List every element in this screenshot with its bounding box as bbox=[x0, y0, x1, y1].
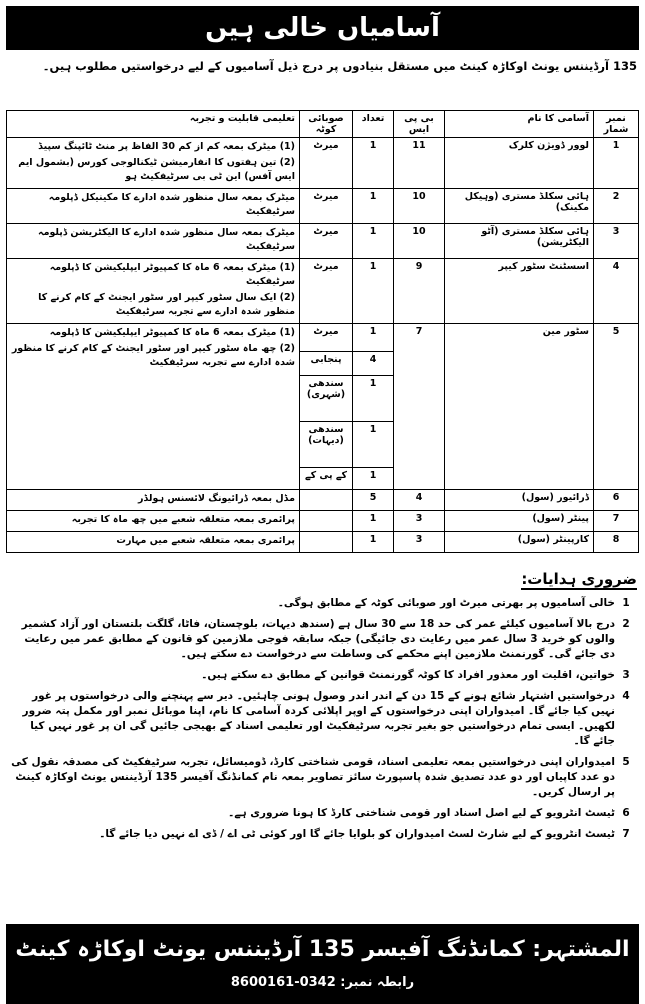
table-row bbox=[7, 259, 639, 324]
instruction-number: 1 bbox=[622, 597, 630, 609]
row-count: 1 bbox=[353, 376, 394, 422]
table-row bbox=[7, 224, 639, 259]
instructions-title: ضروری ہدایات: bbox=[521, 570, 637, 588]
qualification-line: (1) میٹرک بمعہ 6 ماہ کا کمپیوٹر ایپلیکیشن کا ڈپلومہ bbox=[49, 327, 295, 338]
row-post: ہائی سکلڈ مستری (وہیکل مکینک) bbox=[445, 189, 594, 224]
row-serial: 4 bbox=[594, 259, 639, 324]
row-count: 1 bbox=[353, 511, 394, 532]
instruction-text: ٹیسٹ انٹرویو کے لیے اصل اسناد اور قومی شناختی کارڈ کا ہونا ضروری ہے۔ bbox=[228, 807, 615, 819]
row-quota: سندھی (شہری) bbox=[300, 376, 353, 422]
row-quota: کے پی کے bbox=[300, 468, 353, 490]
row-count: 1 bbox=[353, 324, 394, 352]
instruction-item bbox=[8, 668, 637, 683]
table-row bbox=[7, 511, 639, 532]
row-quota: میرٹ bbox=[300, 189, 353, 224]
header-post: آسامی کا نام bbox=[445, 111, 594, 138]
row-count: 1 bbox=[353, 224, 394, 259]
row-bps: 7 bbox=[394, 324, 445, 490]
header-bps: بی پی ایس bbox=[394, 111, 445, 138]
row-qualification bbox=[7, 138, 300, 189]
row-bps: 11 bbox=[394, 138, 445, 189]
row-qualification bbox=[7, 532, 300, 553]
row-post: ہائی سکلڈ مستری (آٹو الیکٹریشن) bbox=[445, 224, 594, 259]
row-quota bbox=[300, 511, 353, 532]
instruction-item bbox=[8, 617, 637, 662]
row-bps: 10 bbox=[394, 224, 445, 259]
instruction-number: 2 bbox=[622, 618, 630, 630]
header-quota: صوبائی کوٹہ bbox=[300, 111, 353, 138]
row-serial: 6 bbox=[594, 490, 639, 511]
instructions-list bbox=[8, 596, 637, 848]
qualification-line: (1) میٹرک بمعہ کم از کم 30 الفاظ پر منٹ ٹائپنگ سپیڈ bbox=[38, 141, 295, 152]
header-qualification: تعلیمی قابلیت و تجربہ bbox=[7, 111, 300, 138]
row-qualification bbox=[7, 511, 300, 532]
row-bps: 9 bbox=[394, 259, 445, 324]
instruction-item bbox=[8, 827, 637, 842]
table-row bbox=[7, 324, 639, 352]
qualification-line: (1) میٹرک بمعہ 6 ماہ کا کمپیوٹر ایپلیکیشن کا ڈپلومہ سرٹیفکیٹ bbox=[49, 262, 295, 287]
row-qualification bbox=[7, 189, 300, 224]
header-serial: نمبر شمار bbox=[594, 111, 639, 138]
qualification-line: پرائمری بمعہ متعلقہ شعبے میں مہارت bbox=[116, 535, 295, 546]
advertiser-text: المشتہر: کمانڈنگ آفیسر 135 آرڈیننس یونٹ اوکاڑہ کینٹ bbox=[15, 937, 630, 962]
row-quota: سندھی (دیہات) bbox=[300, 422, 353, 468]
intro-text: 135 آرڈیننس یونٹ اوکاڑہ کینٹ میں مستقل بنیادوں پر درج ذیل آسامیوں کے لیے درخواستیں مطلوب ہیں۔ bbox=[42, 59, 637, 73]
vacancies-table bbox=[6, 110, 639, 553]
table-row bbox=[7, 189, 639, 224]
row-post: پینٹر (سول) bbox=[445, 511, 594, 532]
row-quota: میرٹ bbox=[300, 324, 353, 352]
row-count: 1 bbox=[353, 532, 394, 553]
header-count: تعداد bbox=[353, 111, 394, 138]
instruction-text: امیدواران اپنی درخواستیں بمعہ تعلیمی اسناد، قومی شناختی کارڈ، ڈومیسائل، تجربہ سرٹیفکیٹ کی مصدقہ نقول کی دو عدد کاپیاں اور دو عدد تصدیق شدہ پاسپورٹ سائز تصاویر بمعہ نام کمانڈنگ آفیسر 135 آرڈیننس یونٹ اوکاڑہ کینٹ پر ارسال کریں۔ bbox=[11, 756, 615, 798]
row-serial: 1 bbox=[594, 138, 639, 189]
row-bps: 3 bbox=[394, 532, 445, 553]
instruction-item bbox=[8, 806, 637, 821]
row-post: لوور ڈویژن کلرک bbox=[445, 138, 594, 189]
row-bps: 4 bbox=[394, 490, 445, 511]
row-serial: 7 bbox=[594, 511, 639, 532]
row-count: 1 bbox=[353, 189, 394, 224]
row-bps: 3 bbox=[394, 511, 445, 532]
qualification-line: میٹرک بمعہ سال منظور شدہ ادارے کا مکینیکل ڈپلومہ سرٹیفکیٹ bbox=[48, 192, 295, 217]
qualification-line: پرائمری بمعہ متعلقہ شعبے میں چھ ماہ کا تجربہ bbox=[71, 514, 295, 525]
instruction-text: درخواستیں اشتہار شائع ہونے کے 15 دن کے اندر اندر وصول ہونی چاہئیں۔ دیر سے پہنچنے والی درخواستوں پر غور نہیں کیا جائے گا۔ امیدواران اپنی درخواستوں کے اوپر اپلائی کردہ آسامی کا نام، اپنا موبائل نمبر اور مکمل پتہ ضرور لکھیں۔ ایسی تمام درخواستیں جو بغیر تجربہ سرٹیفکیٹ اور تعلیمی اسناد کے بھیجی جائیں گی ان پر غور نہیں کیا جائے گا۔ bbox=[22, 690, 615, 747]
row-qualification bbox=[7, 224, 300, 259]
row-count: 4 bbox=[353, 352, 394, 376]
row-post: اسسٹنٹ سٹور کیپر bbox=[445, 259, 594, 324]
row-serial: 8 bbox=[594, 532, 639, 553]
qualification-line: (2) ایک سال سٹور کیپر اور سٹور ایجنٹ کے کام کرنے کا منظور شدہ ادارے سے تجربہ سرٹیفکیٹ bbox=[38, 292, 295, 317]
row-qualification bbox=[7, 490, 300, 511]
contact-number: رابطہ نمبر: 0342-8600161 bbox=[230, 975, 415, 990]
qualification-line: میٹرک بمعہ سال منظور شدہ ادارے کا الیکٹریشن ڈپلومہ سرٹیفکیٹ bbox=[38, 227, 295, 252]
row-quota: میرٹ bbox=[300, 224, 353, 259]
row-bps: 10 bbox=[394, 189, 445, 224]
row-qualification bbox=[7, 324, 300, 490]
row-qualification bbox=[7, 259, 300, 324]
instruction-number: 7 bbox=[622, 828, 630, 840]
row-count: 5 bbox=[353, 490, 394, 511]
qualification-line: (2) چھ ماہ سٹور کیپر اور سٹور ایجنٹ کے کام کرنے کا منظور شدہ ادارے سے تجربہ سرٹیفکیٹ bbox=[11, 343, 295, 368]
row-quota: میرٹ bbox=[300, 259, 353, 324]
row-count: 1 bbox=[353, 468, 394, 490]
instruction-item bbox=[8, 755, 637, 800]
row-post: ڈرائیور (سول) bbox=[445, 490, 594, 511]
row-post: سٹور مین bbox=[445, 324, 594, 490]
qualification-line: مڈل بمعہ ڈرائیونگ لائسنس ہولڈر bbox=[137, 493, 295, 504]
row-quota bbox=[300, 490, 353, 511]
instruction-item bbox=[8, 689, 637, 749]
row-quota: میرٹ bbox=[300, 138, 353, 189]
table-header-row bbox=[7, 111, 639, 138]
row-serial: 3 bbox=[594, 224, 639, 259]
row-post: کارپینٹر (سول) bbox=[445, 532, 594, 553]
row-quota: پنجابی bbox=[300, 352, 353, 376]
instruction-number: 4 bbox=[622, 690, 630, 702]
row-serial: 2 bbox=[594, 189, 639, 224]
row-count: 1 bbox=[353, 259, 394, 324]
instruction-number: 3 bbox=[622, 669, 630, 681]
row-quota bbox=[300, 532, 353, 553]
instruction-number: 5 bbox=[622, 756, 630, 768]
row-serial: 5 bbox=[594, 324, 639, 490]
table-row bbox=[7, 490, 639, 511]
instruction-item bbox=[8, 596, 637, 611]
row-count: 1 bbox=[353, 422, 394, 468]
advertiser-footer bbox=[6, 924, 639, 1004]
page-title: آسامیاں خالی ہیں bbox=[6, 6, 639, 50]
instruction-text: ٹیسٹ انٹرویو کے لیے شارٹ لسٹ امیدواران کو بلوایا جائے گا اور کوئی ٹی اے / ڈی اے نہیں دیا جائے گا۔ bbox=[99, 828, 615, 840]
table-row bbox=[7, 138, 639, 189]
instruction-number: 6 bbox=[622, 807, 630, 819]
instruction-text: خالی آسامیوں پر بھرتی میرٹ اور صوبائی کوٹہ کے مطابق ہوگی۔ bbox=[277, 597, 615, 609]
instruction-text: درج بالا آسامیوں کیلئے عمر کی حد 18 سے 30 سال ہے (سندھ دیہات، بلوچستان، فاٹا، گلگت بلتستان اور آزاد کشمیر والوں کو خرید 3 سال عمر میں رعایت دی جائیگی) جبکہ سابقہ فوجی ملازمین کو قانون کے مطابق عمر میں رعایت دی جائے گی۔ گورنمنٹ ملازمین اپنے محکمے کی وساطت سے درخواست دے سکتے ہیں۔ bbox=[21, 618, 615, 660]
instruction-text: خواتین، اقلیت اور معذور افراد کا کوٹہ گورنمنٹ قوانین کے مطابق دے سکتے ہیں۔ bbox=[201, 669, 615, 681]
table-row bbox=[7, 532, 639, 553]
qualification-line: (2) تین ہفتوں کا انفارمیشن ٹیکنالوجی کورس (بشمول ایم ایس آفس) این ٹی بی سرٹیفکیٹ ہو bbox=[18, 157, 295, 182]
row-count: 1 bbox=[353, 138, 394, 189]
